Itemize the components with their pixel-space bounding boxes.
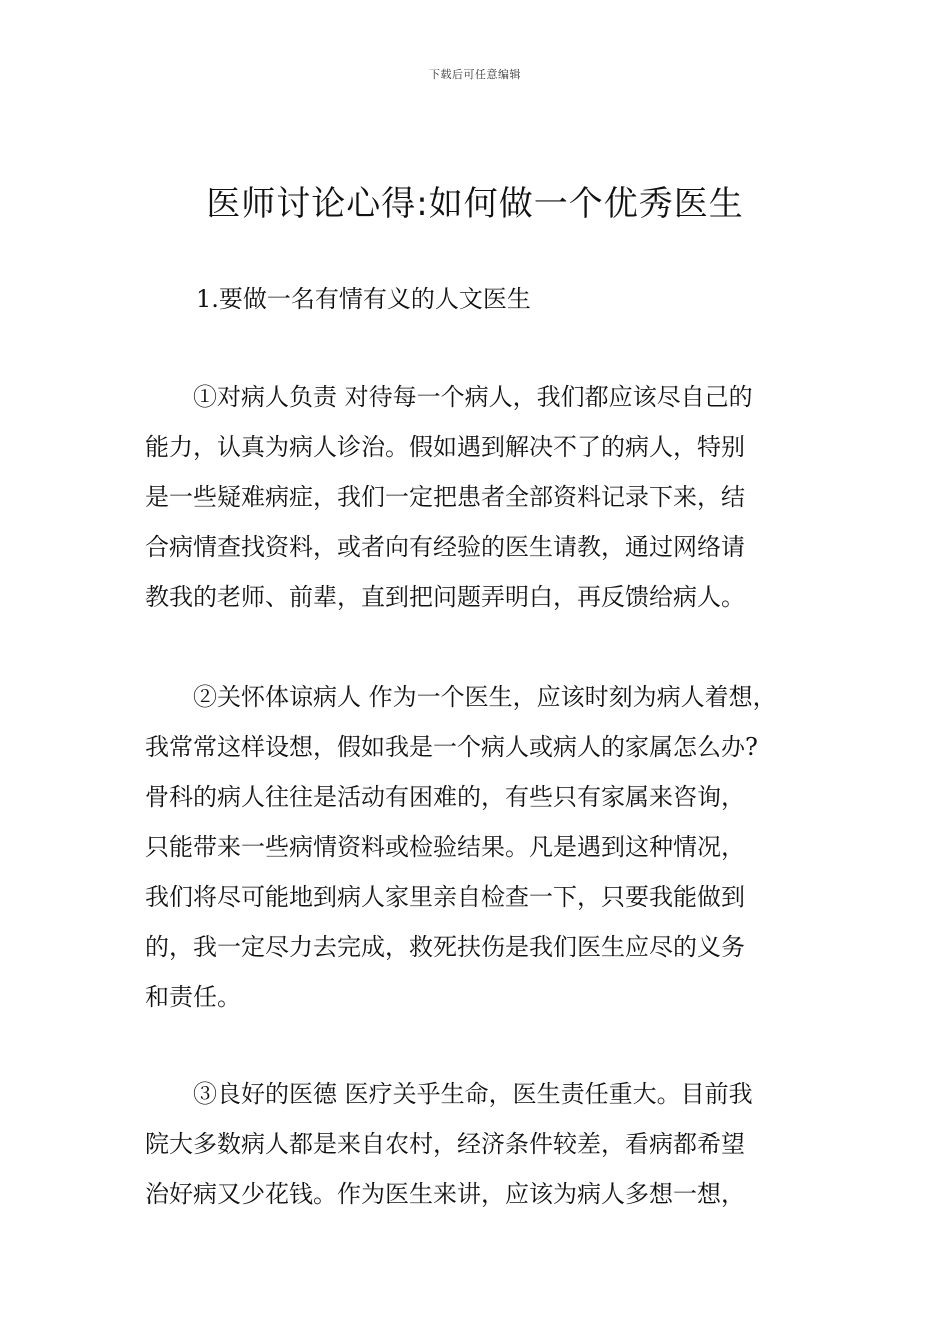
paragraph-line: 合病情查找资料，或者向有经验的医生请教，通过网络请 — [145, 533, 745, 561]
paragraph-line: 只能带来一些病情资料或检验结果。凡是遇到这种情况， — [145, 833, 745, 861]
paragraph-line: 我常常这样设想，假如我是一个病人或病人的家属怎么办? — [145, 733, 758, 761]
paragraph-line: 能力，认真为病人诊治。假如遇到解决不了的病人，特别 — [145, 433, 745, 461]
paragraph-line: 教我的老师、前辈，直到把问题弄明白，再反馈给病人。 — [145, 583, 745, 611]
paragraph-line: 是一些疑难病症，我们一定把患者全部资料记录下来，结 — [145, 483, 745, 511]
paragraph-line: 治好病又少花钱。作为医生来讲，应该为病人多想一想， — [145, 1180, 745, 1208]
header-note: 下载后可任意编辑 — [429, 68, 521, 81]
paragraph-3 — [145, 1069, 835, 1219]
paragraph-line: ②关怀体谅病人 作为一个医生，应该时刻为病人着想， — [193, 683, 777, 711]
page-title: 医师讨论心得:如何做一个优秀医生 — [206, 184, 744, 224]
paragraph-line: ①对病人负责 对待每一个病人，我们都应该尽自己的 — [193, 383, 753, 411]
paragraph-line: ③良好的医德 医疗关乎生命，医生责任重大。目前我 — [193, 1080, 753, 1108]
section-heading: 1.要做一名有情有义的人文医生 — [196, 285, 531, 313]
paragraph-line: 的，我一定尽力去完成，救死扶伤是我们医生应尽的义务 — [145, 933, 745, 961]
paragraph-line: 院大多数病人都是来自农村，经济条件较差，看病都希望 — [145, 1130, 745, 1158]
paragraph-line: 我们将尽可能地到病人家里亲自检查一下，只要我能做到 — [145, 883, 745, 911]
paragraph-1 — [145, 372, 835, 622]
paragraph-2 — [145, 672, 835, 1022]
paragraph-line: 骨科的病人往往是活动有困难的，有些只有家属来咨询， — [145, 783, 745, 811]
paragraph-line: 和责任。 — [145, 983, 241, 1011]
